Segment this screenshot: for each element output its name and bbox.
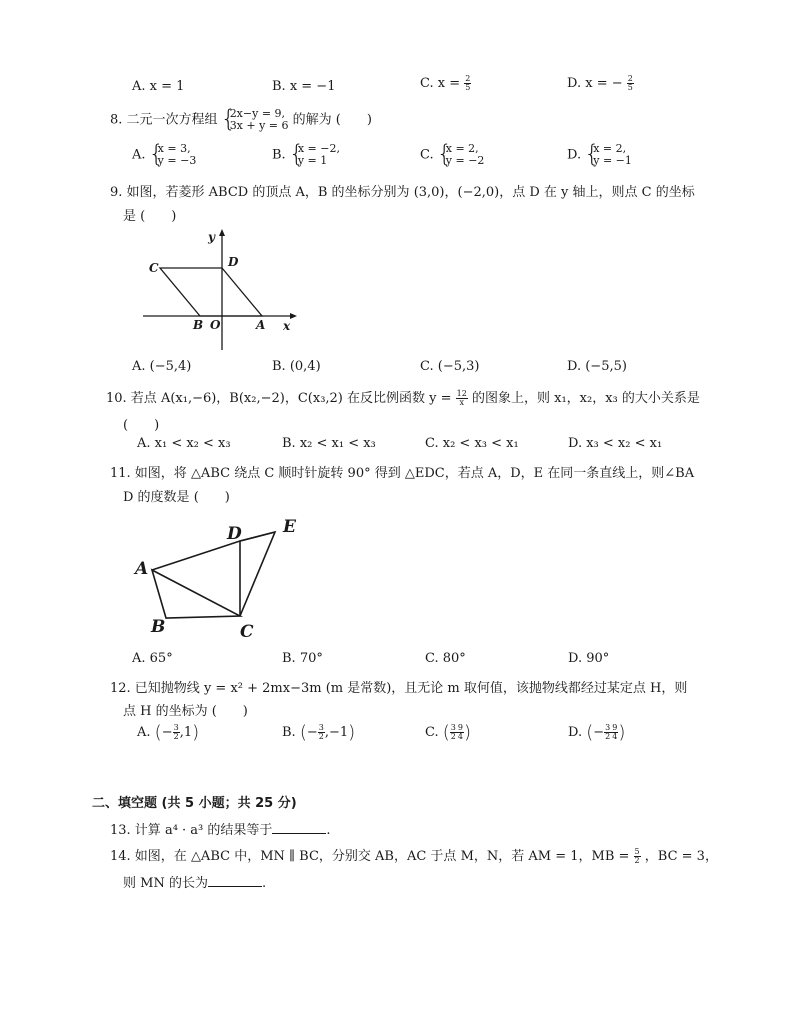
q12-option-b[interactable]: B. (− $\frac{3}{2}$ ,−1) (282, 722, 356, 743)
q8-stem-text: 8. 二元一次方程组 (110, 112, 218, 128)
q11-triangle-edc (240, 532, 275, 616)
q9-stem-line1: 9. 如图，若菱形 ABCD 的顶点 A，B 的坐标分别为 (3,0)，(−2,0)，点 D 在 y 轴上，则点 C 的坐标 (110, 185, 695, 200)
q11-line-ad (152, 541, 240, 570)
q8-stem-tail: 的解为 ( ) (292, 112, 372, 128)
q9-x-arrow (290, 313, 297, 319)
q8-option-c[interactable]: C. { x = 2, y = −2 (420, 143, 484, 167)
q14-fraction: $\frac{5}{2}$ (634, 847, 640, 865)
q8-equation-system: { 2x−y = 9, 3x + y = 6 (222, 108, 289, 132)
q11-stem-line1: 11. 如图，将 △ABC 绕点 C 顺时针旋转 90° 得到 △EDC，若点 A，D，E 在同一条直线上，则∠BA (110, 466, 695, 481)
q11-line-de (240, 532, 275, 541)
q9-label-x: x (283, 319, 291, 333)
q9-option-a[interactable]: A. (−5,4) (132, 359, 192, 374)
q9-option-b[interactable]: B. (0,4) (272, 359, 321, 374)
q14-stem-line1: 14. 如图，在 △ABC 中，MN ∥ BC，分别交 AB，AC 于点 M，N，若 AM = 1，MB = $\frac{5}{2}$ ，BC = 3， (110, 847, 718, 865)
q13-answer-blank[interactable] (272, 833, 326, 834)
q11-option-d[interactable]: D. 90° (568, 651, 610, 666)
section-2-title: 二、填空题 (共 5 小题；共 25 分) (92, 796, 297, 811)
q11-label-b: B (151, 617, 166, 637)
q9-label-y: y (208, 230, 215, 244)
q9-label-d: D (228, 255, 239, 269)
q12-option-a[interactable]: A. (− $\frac{3}{2}$ ,1) (137, 722, 200, 743)
q7-option-d-fraction: $\frac{2}{5}$ (627, 74, 633, 92)
q10-stem-line2: ( ) (123, 418, 160, 433)
q8-option-d[interactable]: D. { x = 2, y = −1 (567, 143, 632, 167)
q11-label-e: E (283, 517, 296, 537)
q7-option-a[interactable]: A. x = 1 (132, 79, 185, 94)
q8-stem (110, 108, 372, 132)
q9-option-c[interactable]: C. (−5,3) (420, 359, 480, 374)
q7-option-c-fraction: $\frac{2}{5}$ (465, 74, 471, 92)
q11-option-a[interactable]: A. 65° (132, 651, 173, 666)
q9-rhombus (160, 268, 262, 316)
q7-option-c-label: C. x = (420, 76, 461, 91)
q10-option-a[interactable]: A. x₁ < x₂ < x₃ (137, 436, 231, 451)
q9-rhombus-figure (140, 226, 300, 352)
q8-option-b[interactable]: B. { x = −2, y = 1 (272, 143, 340, 167)
q9-label-a: A (256, 318, 266, 332)
q10-option-d[interactable]: D. x₃ < x₂ < x₁ (568, 436, 663, 451)
q12-option-c[interactable]: C. ( $\frac{3}{2}$ $\frac{9}{4}$ ) (425, 722, 472, 743)
q7-option-b[interactable]: B. x = −1 (272, 79, 336, 94)
q10-option-c[interactable]: C. x₂ < x₃ < x₁ (425, 436, 519, 451)
q14-answer-blank[interactable] (208, 886, 262, 887)
q7-option-d-label: D. x = − (567, 76, 623, 91)
q9-label-c: C (149, 261, 159, 275)
q11-label-d: D (227, 524, 242, 544)
q11-label-c: C (240, 622, 254, 642)
q9-stem-line2: 是 ( ) (123, 209, 177, 224)
q11-option-b[interactable]: B. 70° (282, 651, 323, 666)
q9-option-d[interactable]: D. (−5,5) (567, 359, 627, 374)
q10-option-b[interactable]: B. x₂ < x₁ < x₃ (282, 436, 376, 451)
q11-triangle-abc (152, 570, 240, 618)
q11-triangle-figure (132, 512, 312, 644)
q10-fraction: $\frac{12}{x}$ (456, 389, 467, 407)
q12-option-d[interactable]: D. (− $\frac{3}{2}$ $\frac{9}{4}$ ) (568, 722, 626, 743)
q9-y-arrow (219, 229, 225, 236)
q12-stem-line1: 12. 已知抛物线 y = x² + 2mx−3m (m 是常数)，且无论 m 取何值，该抛物线都经过某定点 H，则 (110, 681, 688, 696)
q7-option-d[interactable] (567, 75, 634, 92)
q10-stem-line1: 10. 若点 A(x₁,−6)，B(x₂,−2)，C(x₃,2) 在反比例函数 y = $\frac{12}{x}$ 的图象上，则 x₁，x₂，x₃ 的大小关系是 (106, 389, 700, 407)
q11-stem-line2: D 的度数是 ( ) (123, 490, 230, 505)
q9-label-o: O (210, 318, 221, 332)
q14-stem-line2: 则 MN 的长为 . (123, 876, 267, 891)
q9-label-b: B (193, 318, 204, 332)
q11-option-c[interactable]: C. 80° (425, 651, 466, 666)
q7-option-c[interactable] (420, 75, 471, 92)
q8-option-a[interactable]: A. { x = 3, y = −3 (132, 143, 196, 167)
q13-stem: 13. 计算 a⁴ · a³ 的结果等于 . (110, 823, 331, 838)
q12-stem-line2: 点 H 的坐标为 ( ) (123, 704, 248, 719)
q11-label-a: A (135, 559, 149, 579)
